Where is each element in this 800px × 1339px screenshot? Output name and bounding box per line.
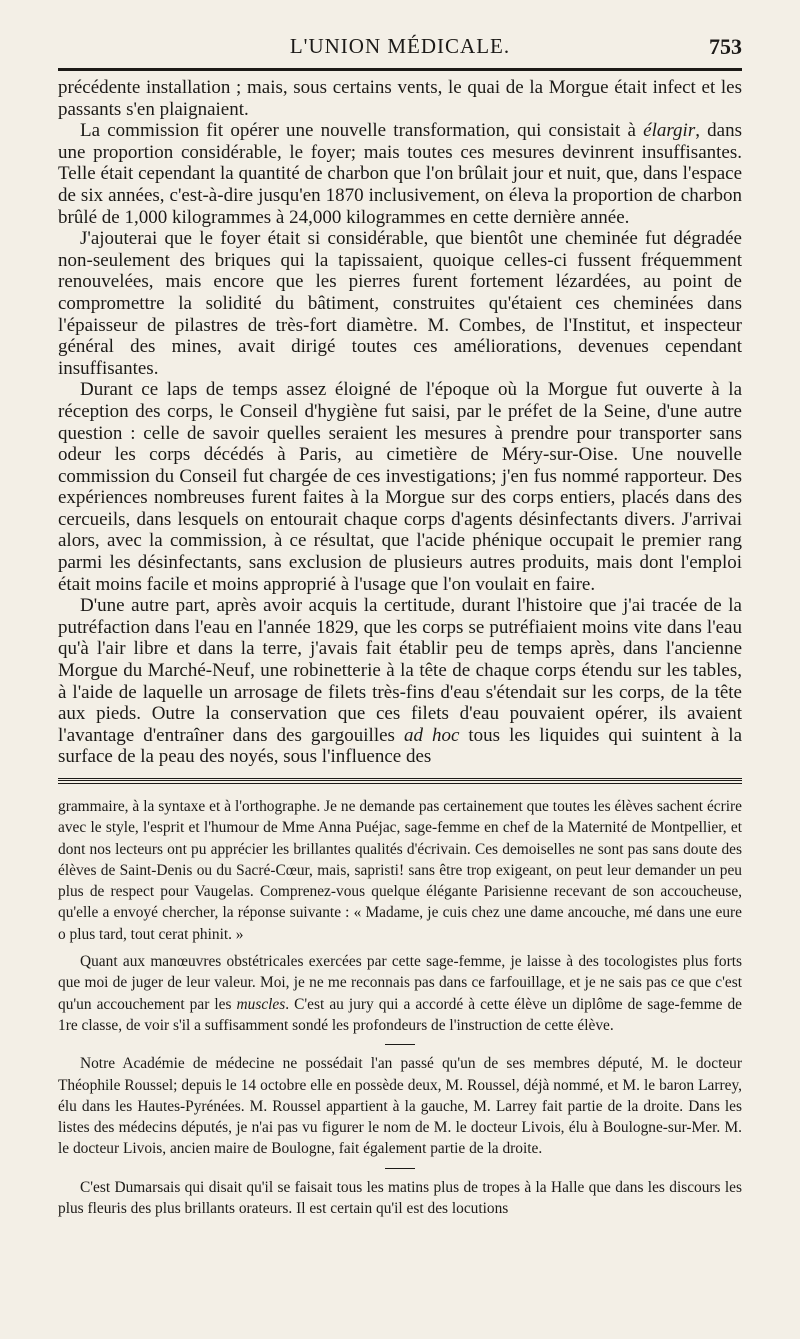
emphasis: ad hoc xyxy=(403,724,460,746)
running-head xyxy=(58,28,742,68)
paragraph-text: , dans une proportion considérable, le foyer; mais toutes ces mesures devinrent insuffisantes. Telle était cependant la quantité de charbon que l'on brûlait jour et nuit, que, dans l'espace de six années, c'est-à-dire jusqu'en 1870 inclusivement, on éleva la proportion de charbon brûlé de 1,000 kilogrammes à 24,000 kilogrammes en cette dernière année. xyxy=(58,120,743,228)
page-number: 753 xyxy=(709,34,742,59)
emphasis: élargir xyxy=(643,120,696,142)
note-paragraph xyxy=(58,951,742,1036)
note-text: Quant aux manœuvres obstétricales exercées par cette sage-femme, je laisse à des tocologistes plus forts que moi de juger de leur valeur. Moi, je ne me reconnais pas dans ce farfouillage, et je ne sais pas ce que c'est qu'un accouchement par les xyxy=(58,953,742,1013)
header-rule xyxy=(58,68,742,71)
section-divider xyxy=(385,1044,415,1045)
page xyxy=(58,28,742,1219)
main-text xyxy=(58,77,742,768)
paragraph: Durant ce laps de temps assez éloigné de l'époque où la Morgue fut ouverte à la réception des corps, le Conseil d'hygiène fut saisi, par le préfet de la Seine, d'une autre question : celle de savoir quelles seraient les mesures à prendre pour transporter sans odeur les corps décédés à Paris, au cimetière de Méry-sur-Oise. Une nouvelle commission du Conseil fut chargée de ces investigations; j'en fus nommé rapporteur. Des expériences nombreuses furent faites à la Morgue sur des corps entiers, placés dans des cercueils, dans lesquels on entourait chaque corps d'agents désinfectants divers. J'arrivai alors, avec la commission, à ce résultat, que l'acide phénique occupait le premier rang parmi les désinfectants, sans exclusion de plusieurs autres produits, mais dont l'emploi était moins facile et moins approprié à l'usage que l'on voulait en faire. xyxy=(58,379,742,595)
paragraph xyxy=(58,595,742,768)
journal-title: L'UNION MÉDICALE. xyxy=(289,34,511,58)
paragraph: J'ajouterai que le foyer était si considérable, que bientôt une cheminée fut dégradée non-seulement des briques qui la tapissaient, quoique celles-ci fussent fréquemment renouvelées, mais encore que les pierres furent fortement lézardées, au point de compromettre la solidité du bâtiment, construites qu'étaient ces cheminées dans l'épaisseur de pilastres de très-fort diamètre. M. Combes, de l'Institut, et inspecteur général des mines, avait dirigé toutes ces améliorations, devenues cependant insuffisantes. xyxy=(58,228,742,379)
paragraph-text: La commission fit opérer une nouvelle transformation, qui consistait à xyxy=(80,120,644,142)
note-paragraph: grammaire, à la syntaxe et à l'orthographe. Je ne demande pas certainement que toutes les élèves sachent écrire avec le style, l'esprit et l'humour de Mme Anna Puéjac, sage-femme en chef de la Maternité de Montpellier, et dont nos lecteurs ont pu apprécier les brillantes qualités d'écrivain. Ces demoiselles ne sont pas sans doute des élèves de Saint-Denis ou du Sacré-Cœur, mais, sapristi! sans être trop exigeant, on peut leur demander un peu plus de respect pour Vaugelas. Comprenez-vous quelque élégante Parisienne recevant de son accoucheuse, qu'elle a envoyé chercher, la réponse suivante : « Madame, je cuis chez une dame ancouche, mé dans une eure o plus tard, tout cerat phinit. » xyxy=(58,798,742,943)
paragraph xyxy=(58,120,742,228)
section-divider xyxy=(385,1168,415,1169)
note-text: . C'est au jury qui a accordé à cette élève un diplôme de sage-femme de 1re classe, de voir s'il a suffisamment sondé les profondeurs de l'instruction de cette élève. xyxy=(58,995,742,1034)
paragraph-text: tous les liquides qui suintent à la surface de la peau des noyés, sous l'influence des xyxy=(58,724,742,768)
paragraph: précédente installation ; mais, sous certains vents, le quai de la Morgue était infect et les passants s'en plaignaient. xyxy=(58,77,742,120)
note-paragraph: C'est Dumarsais qui disait qu'il se faisait tous les matins plus de tropes à la Halle que dans les discours les plus fleuris des plus brillants orateurs. Il est certain qu'il est des locutions xyxy=(58,1178,742,1218)
feuilleton-notes xyxy=(58,796,742,1219)
paragraph-text: D'une autre part, après avoir acquis la certitude, durant l'histoire que j'ai tracée de la putréfaction dans l'eau en l'année 1829, que les corps se putréfiaient moins vite dans l'eau qu'à l'air libre et dans la terre, j'avais fait établir peu de temps après, dans l'ancienne Morgue du Marché-Neuf, une robinetterie à la tête de chaque corps étendu sur les tables, à l'aide de laquelle un arrosage de filets très-fins d'eau s'étendait sur les corps, de la tête aux pieds. Outre la conservation que ces filets d'eau pouvaient opérer, ils avaient l'avantage d'entraîner dans des gargouilles xyxy=(58,595,742,746)
emphasis: muscles xyxy=(236,995,286,1013)
footnote-separator xyxy=(58,778,742,784)
note-paragraph: Notre Académie de médecine ne possédait l'an passé qu'un de ses membres député, M. le docteur Théophile Roussel; depuis le 14 octobre elle en possède deux, M. Roussel, déjà nommé, et M. le baron Larrey, élu dans les Hautes-Pyrénées. M. Roussel appartient à la gauche, M. Larrey fait partie de la droite. Dans les listes des médecins députés, je n'ai pas vu figurer le nom de M. le docteur Livois, élu à Boulogne-sur-Mer. M. le docteur Livois, ancien maire de Boulogne, fait également partie de la droite. xyxy=(58,1055,742,1158)
